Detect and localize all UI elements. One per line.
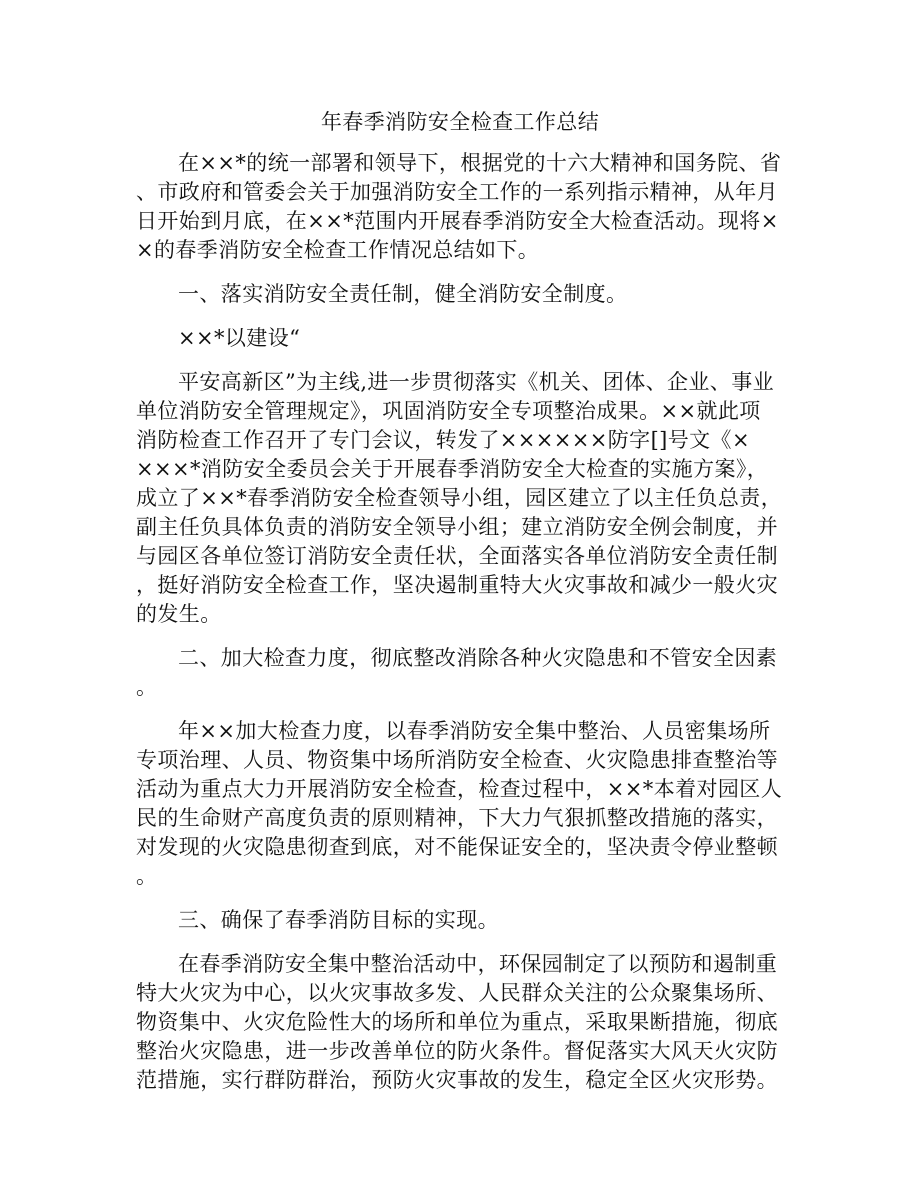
text-line: 年××加大检查力度，以春季消防安全集中整治、人员密集场所 (178, 719, 771, 743)
text-line: 副主任负具体负责的消防安全领导小组；建立消防安全例会制度，并 (136, 515, 778, 539)
text-line: ，挺好消防安全检查工作，坚决遏制重特大火灾事故和减少一般火灾 (136, 573, 778, 597)
text-line: 范措施，实行群防群治，预防火灾事故的发生，稳定全区火灾形势。 (136, 1068, 778, 1092)
text-line: 在春季消防安全集中整治活动中，环保园制定了以预防和遏制重 (178, 952, 778, 976)
section-heading-1: 一、落实消防安全责任制，健全消防安全制度。 (178, 282, 628, 306)
text-line: 与园区各单位签订消防安全责任状，全面落实各单位消防安全责任制 (136, 544, 778, 568)
text-line: 二、加大检查力度，彻底整改消除各种火灾隐患和不管安全因素 (178, 646, 778, 670)
section-heading-3: 三、确保了春季消防目标的实现。 (178, 908, 499, 932)
text-line: 专项治理、人员、物资集中场所消防安全检查、火灾隐患排查整治等 (136, 748, 778, 772)
text-line: 对发现的火灾隐患彻查到底，对不能保证安全的，坚决责令停业整顿 (136, 835, 778, 859)
text-line: ××*以建设“ (178, 326, 301, 350)
text-line: 消防检查工作召开了专门会议，转发了××××××防字[]号文《× (136, 428, 750, 452)
text-line: 。 (136, 864, 158, 888)
text-line: 日开始到月底，在××*范围内开展春季消防安全大检查活动。现将× (136, 209, 779, 233)
text-line: 民的生命财产高度负责的原则精神，下大力气狠抓整改措施的落实， (136, 806, 778, 830)
document-title: 年春季消防安全检查工作总结 (320, 110, 600, 134)
text-line: 的发生。 (136, 602, 222, 626)
text-line: 在××*的统一部署和领导下，根据党的十六大精神和国务院、省 (178, 151, 782, 175)
text-line: 整治火灾隐患，进一步改善单位的防火条件。督促落实大风天火灾防 (136, 1039, 778, 1063)
text-line: ×的春季消防安全检查工作情况总结如下。 (136, 238, 540, 262)
text-line: 物资集中、火灾危险性大的场所和单位为重点，采取果断措施，彻底 (136, 1010, 778, 1034)
text-line: 、市政府和管委会关于加强消防安全工作的一系列指示精神，从年月 (136, 180, 778, 204)
text-line: 特大火灾为中心，以火灾事故多发、人民群众关注的公众聚集场所、 (136, 981, 778, 1005)
text-line: 活动为重点大力开展消防安全检查，检查过程中，××*本着对园区人 (136, 777, 783, 801)
text-line: 成立了××*春季消防安全检查领导小组，园区建立了以主任负总责， (136, 486, 783, 510)
text-line: 平安高新区”为主线,进一步贯彻落实《机关、团体、企业、事业 (178, 370, 775, 394)
text-line: 单位消防安全管理规定》，巩固消防安全专项整治成果。××就此项 (136, 399, 761, 423)
text-line: 。 (136, 675, 158, 699)
text-line: ×××*消防安全委员会关于开展春季消防安全大检查的实施方案》， (136, 457, 769, 481)
